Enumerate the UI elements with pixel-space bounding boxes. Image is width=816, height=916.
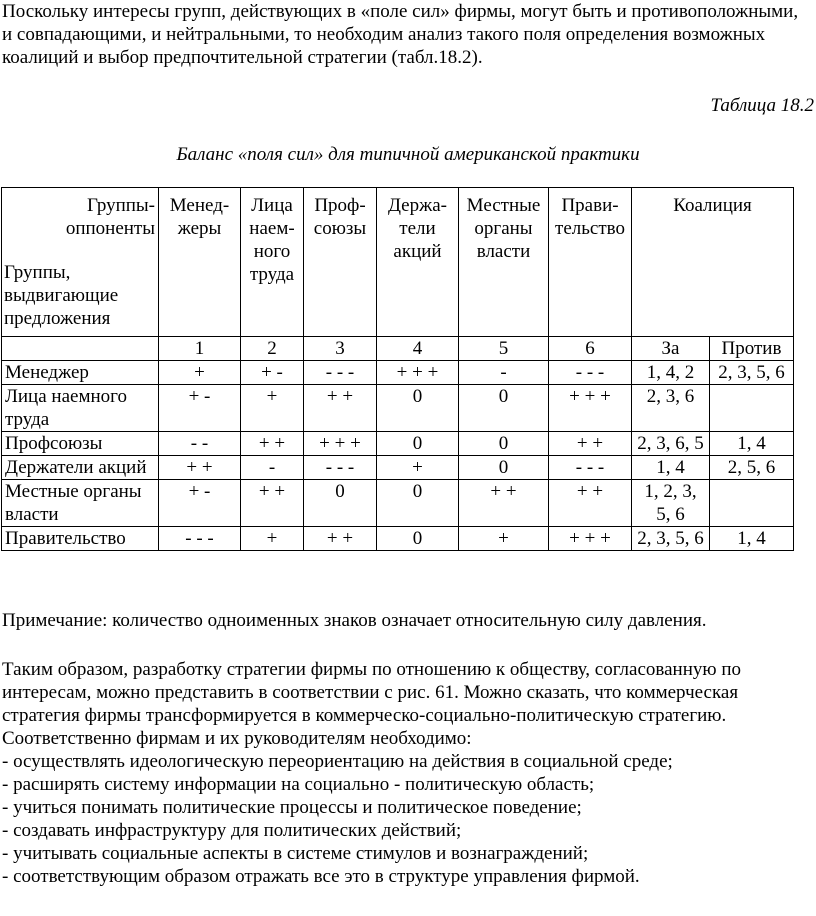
- pressure-cell: 0: [377, 432, 459, 456]
- table-row: [2, 361, 794, 385]
- column-header: Прави- тельство: [549, 188, 632, 337]
- column-number: 5: [459, 337, 549, 361]
- pressure-cell: +: [377, 456, 459, 480]
- list-item: - осуществлять идеологическую переориентацию на действия в социальной среде;: [2, 751, 673, 772]
- pressure-cell: +: [241, 527, 304, 551]
- list-item: - соответствующим образом отражать все это в структуре управления фирмой.: [2, 866, 640, 887]
- pressure-cell: 0: [459, 456, 549, 480]
- pressure-cell: + +: [304, 385, 377, 432]
- table-row: [2, 527, 794, 551]
- list-item: - создавать инфраструктуру для политических действий;: [2, 820, 462, 841]
- coalition-for-cell: 2, 3, 5, 6: [632, 527, 710, 551]
- pressure-cell: 0: [377, 480, 459, 527]
- pressure-cell: - - -: [159, 527, 241, 551]
- column-header: Лица наем- ного труда: [241, 188, 304, 337]
- coalition-against-cell: 1, 4: [710, 432, 794, 456]
- pressure-cell: - - -: [549, 361, 632, 385]
- coalition-against-header: Против: [710, 337, 794, 361]
- coalition-for-header: За: [632, 337, 710, 361]
- pressure-cell: - - -: [304, 361, 377, 385]
- list-item: - учитывать социальные аспекты в системе стимулов и вознаграждений;: [2, 843, 589, 864]
- column-header: Держа- тели акций: [377, 188, 459, 337]
- pressure-cell: -: [241, 456, 304, 480]
- coalition-header: Коалиция: [632, 188, 794, 337]
- pressure-cell: + + +: [549, 385, 632, 432]
- row-label: Местные органы власти: [2, 480, 159, 527]
- conclusion-paragraph: Таким образом, разработку стратегии фирмы по отношению к обществу, согласованную по интересам, можно представить в соответствии с рис. 61. Можно сказать, что коммерческая стратегия фирмы трансформируется в коммерческо-социально-политическую стратегию. Соответственно фирмам и их руководителям необходимо:: [2, 659, 741, 749]
- coalition-against-cell: [710, 480, 794, 527]
- pressure-cell: 0: [459, 385, 549, 432]
- column-number: 6: [549, 337, 632, 361]
- corner-proposers-label: Группы, выдвигающие предложения: [4, 262, 119, 329]
- table-header-row: [2, 188, 794, 337]
- column-number: 3: [304, 337, 377, 361]
- column-number: 2: [241, 337, 304, 361]
- pressure-cell: + +: [459, 480, 549, 527]
- table-row: [2, 480, 794, 527]
- pressure-cell: - -: [159, 432, 241, 456]
- pressure-cell: + + +: [549, 527, 632, 551]
- pressure-cell: + -: [159, 385, 241, 432]
- pressure-cell: 0: [304, 480, 377, 527]
- coalition-against-cell: 2, 5, 6: [710, 456, 794, 480]
- pressure-cell: - - -: [549, 456, 632, 480]
- pressure-cell: + +: [549, 432, 632, 456]
- table-row: [2, 432, 794, 456]
- pressure-cell: + -: [241, 361, 304, 385]
- list-item: - расширять систему информации на социально - политическую область;: [2, 774, 595, 795]
- coalition-against-cell: 2, 3, 5, 6: [710, 361, 794, 385]
- coalition-for-cell: 1, 4, 2: [632, 361, 710, 385]
- table-corner-cell: [2, 188, 159, 337]
- force-field-table: [1, 187, 794, 551]
- column-header: Менед- жеры: [159, 188, 241, 337]
- pressure-cell: +: [459, 527, 549, 551]
- list-item: - учиться понимать политические процессы и политическое поведение;: [2, 797, 582, 818]
- table-note: Примечание: количество одноименных знаков означает относительную силу давления.: [2, 610, 707, 631]
- pressure-cell: + + +: [377, 361, 459, 385]
- intro-paragraph: Поскольку интересы групп, действующих в «поле сил» фирмы, могут быть и противоположными, и совпадающими, и нейтральными, то необходим анализ такого поля определения возможных коалиций и выбор предпочтительной стратегии (табл.18.2).: [2, 1, 799, 68]
- pressure-cell: -: [459, 361, 549, 385]
- pressure-cell: + +: [241, 480, 304, 527]
- row-label: Профсоюзы: [2, 432, 159, 456]
- pressure-cell: 0: [377, 385, 459, 432]
- pressure-cell: + +: [159, 456, 241, 480]
- column-header: Проф- союзы: [304, 188, 377, 337]
- coalition-for-cell: 2, 3, 6, 5: [632, 432, 710, 456]
- corner-opponents-label: Группы- оппоненты: [65, 195, 155, 239]
- table-number-row: [2, 337, 794, 361]
- table-body: [2, 361, 794, 551]
- coalition-for-cell: 1, 2, 3, 5, 6: [632, 480, 710, 527]
- table-title: Баланс «поля сил» для типичной американской практики: [176, 144, 640, 165]
- table-number: Таблица 18.2: [710, 95, 814, 116]
- empty-cell: [2, 337, 159, 361]
- pressure-cell: +: [241, 385, 304, 432]
- coalition-against-cell: 1, 4: [710, 527, 794, 551]
- coalition-against-cell: [710, 385, 794, 432]
- pressure-cell: + + +: [304, 432, 377, 456]
- pressure-cell: - - -: [304, 456, 377, 480]
- pressure-cell: 0: [377, 527, 459, 551]
- row-label: Держатели акций: [2, 456, 159, 480]
- column-number: 1: [159, 337, 241, 361]
- table-row: [2, 456, 794, 480]
- pressure-cell: +: [159, 361, 241, 385]
- coalition-for-cell: 1, 4: [632, 456, 710, 480]
- column-header: Местные органы власти: [459, 188, 549, 337]
- recommendation-list: [2, 750, 673, 888]
- pressure-cell: 0: [459, 432, 549, 456]
- pressure-cell: + +: [304, 527, 377, 551]
- row-label: Лица наемного труда: [2, 385, 159, 432]
- pressure-cell: + -: [159, 480, 241, 527]
- pressure-cell: + +: [549, 480, 632, 527]
- row-label: Менеджер: [2, 361, 159, 385]
- table-row: [2, 385, 794, 432]
- row-label: Правительство: [2, 527, 159, 551]
- coalition-for-cell: 2, 3, 6: [632, 385, 710, 432]
- pressure-cell: + +: [241, 432, 304, 456]
- column-number: 4: [377, 337, 459, 361]
